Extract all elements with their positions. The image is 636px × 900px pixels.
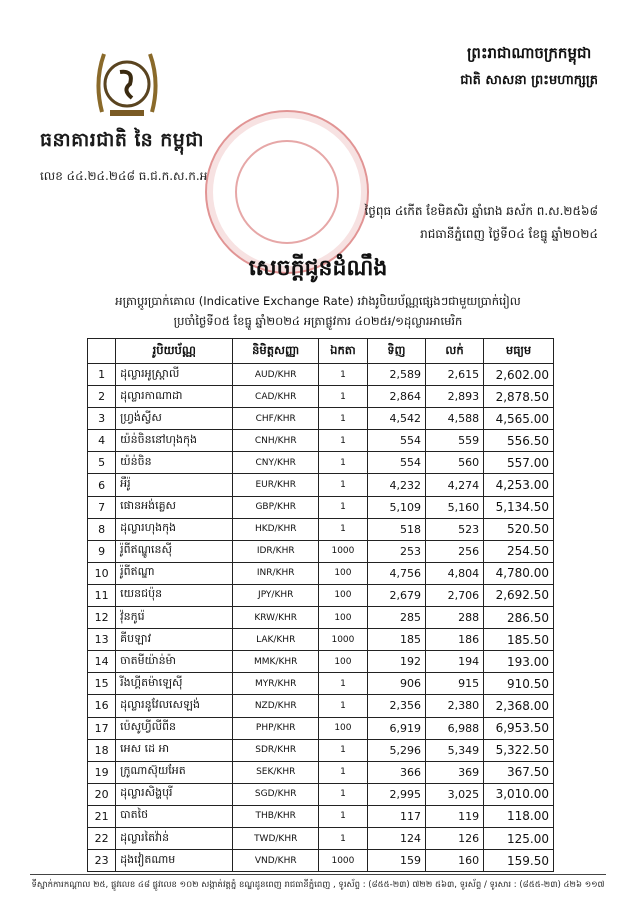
cell-no: 17: [88, 717, 116, 739]
cell-symbol: CHF/KHR: [233, 408, 319, 430]
cell-average: 2,878.50: [484, 386, 554, 408]
cell-symbol: CAD/KHR: [233, 386, 319, 408]
cell-symbol: CNH/KHR: [233, 430, 319, 452]
cell-buy: 185: [367, 629, 425, 651]
cell-sell: 6,988: [425, 717, 483, 739]
cell-sell: 2,706: [425, 584, 483, 606]
table-row: [88, 562, 554, 584]
cell-sell: 560: [425, 452, 483, 474]
cell-no: 18: [88, 739, 116, 761]
reference-number: លេខ ៤៤.២៤.២៤៨ ធ.ជ.ក.ស.ក.អ: [40, 169, 208, 183]
cell-symbol: EUR/KHR: [233, 474, 319, 496]
cell-unit: 1000: [319, 629, 368, 651]
cell-average: 520.50: [484, 518, 554, 540]
cell-sell: 4,804: [425, 562, 483, 584]
kingdom-motto: [460, 44, 598, 91]
cell-buy: 906: [367, 673, 425, 695]
page-title: សេចក្តីជូនដំណឹង: [248, 255, 388, 281]
bank-name: ធនាគារជាតិ នៃ កម្ពុជា: [40, 129, 204, 151]
cell-unit: 100: [319, 717, 368, 739]
cell-unit: 100: [319, 562, 368, 584]
cell-no: 5: [88, 452, 116, 474]
cell-buy: 124: [367, 827, 425, 849]
cell-currency-name: ដុល្លារកាណាដា: [116, 386, 233, 408]
cell-average: 4,565.00: [484, 408, 554, 430]
cell-average: 6,953.50: [484, 717, 554, 739]
cell-unit: 1: [319, 364, 368, 386]
cell-currency-name: ហ្វ្រង់ស្វីស: [116, 408, 233, 430]
cell-no: 21: [88, 805, 116, 827]
cell-currency-name: ដុងវៀតណាម: [116, 850, 233, 872]
cell-buy: 554: [367, 430, 425, 452]
cell-symbol: TWD/KHR: [233, 827, 319, 849]
cell-sell: 3,025: [425, 783, 483, 805]
cell-currency-name: អេស ដេ អា: [116, 739, 233, 761]
table-row: [88, 850, 554, 872]
cell-sell: 119: [425, 805, 483, 827]
cell-unit: 1: [319, 695, 368, 717]
cell-average: 557.00: [484, 452, 554, 474]
cell-unit: 1: [319, 673, 368, 695]
cell-no: 16: [88, 695, 116, 717]
cell-currency-name: យ៉ន់ចិននៅហុងកុង: [116, 430, 233, 452]
table-row: [88, 408, 554, 430]
cell-unit: 1: [319, 761, 368, 783]
cell-unit: 1: [319, 518, 368, 540]
cell-no: 15: [88, 673, 116, 695]
cell-average: 556.50: [484, 430, 554, 452]
cell-average: 254.50: [484, 540, 554, 562]
cell-symbol: JPY/KHR: [233, 584, 319, 606]
cell-sell: 523: [425, 518, 483, 540]
cell-no: 2: [88, 386, 116, 408]
cell-sell: 288: [425, 607, 483, 629]
cell-symbol: CNY/KHR: [233, 452, 319, 474]
cell-buy: 4,756: [367, 562, 425, 584]
table-row: [88, 452, 554, 474]
header-unit: ឯកតា: [319, 339, 368, 364]
cell-buy: 366: [367, 761, 425, 783]
cell-buy: 554: [367, 452, 425, 474]
cell-currency-name: ប៉េសូហ្វីលីពីន: [116, 717, 233, 739]
cell-buy: 518: [367, 518, 425, 540]
cell-unit: 1: [319, 474, 368, 496]
cell-buy: 5,296: [367, 739, 425, 761]
cell-buy: 6,919: [367, 717, 425, 739]
cell-no: 23: [88, 850, 116, 872]
cell-currency-name: ដុល្លារសិង្ហបុរី: [116, 783, 233, 805]
cell-unit: 100: [319, 607, 368, 629]
table-row: [88, 518, 554, 540]
cell-average: 367.50: [484, 761, 554, 783]
cell-buy: 117: [367, 805, 425, 827]
table-row: [88, 430, 554, 452]
cell-symbol: MMK/KHR: [233, 651, 319, 673]
subtitle-rate-description: អត្រាប្តូរប្រាក់គោល (Indicative Exchange Rate) រវាងរូបិយប័ណ្ណផ្សេងៗជាមួយប្រាក់រៀល: [115, 294, 521, 308]
cell-no: 9: [88, 540, 116, 562]
cell-symbol: GBP/KHR: [233, 496, 319, 518]
header-sell: លក់: [425, 339, 483, 364]
cell-average: 5,134.50: [484, 496, 554, 518]
table-header-row: [88, 339, 554, 364]
cell-currency-name: រីងហ្គីតម៉ាឡេស៊ី: [116, 673, 233, 695]
cell-sell: 559: [425, 430, 483, 452]
cell-currency-name: វ៉ុនកូរ៉េ: [116, 607, 233, 629]
cell-sell: 256: [425, 540, 483, 562]
cell-sell: 4,588: [425, 408, 483, 430]
cell-symbol: MYR/KHR: [233, 673, 319, 695]
cell-currency-name: ដុល្លារហុងកុង: [116, 518, 233, 540]
cell-symbol: VND/KHR: [233, 850, 319, 872]
cell-symbol: SDR/KHR: [233, 739, 319, 761]
cell-no: 10: [88, 562, 116, 584]
cell-buy: 4,232: [367, 474, 425, 496]
cell-buy: 253: [367, 540, 425, 562]
table-row: [88, 827, 554, 849]
cell-sell: 186: [425, 629, 483, 651]
cell-buy: 2,995: [367, 783, 425, 805]
table-row: [88, 695, 554, 717]
cell-unit: 100: [319, 584, 368, 606]
cell-symbol: AUD/KHR: [233, 364, 319, 386]
kingdom-line1: ព្រះរាជាណាចក្រកម្ពុជា: [466, 44, 592, 62]
cell-symbol: LAK/KHR: [233, 629, 319, 651]
cell-symbol: THB/KHR: [233, 805, 319, 827]
cell-no: 4: [88, 430, 116, 452]
kingdom-line2: ជាតិ សាសនា ព្រះមហាក្សត្រ: [460, 73, 598, 88]
table-row: [88, 386, 554, 408]
table-row: [88, 761, 554, 783]
cell-sell: 126: [425, 827, 483, 849]
table-row: [88, 584, 554, 606]
cell-currency-name: យេនជប៉ុន: [116, 584, 233, 606]
date-lunar: ថ្ងៃពុធ ៤កើត ខែមិគសិរ ឆ្នាំរោង ឆស័ក ព.ស.២៥៦៨: [364, 204, 598, 218]
cell-sell: 5,160: [425, 496, 483, 518]
cell-currency-name: ចាតមីយ៉ាន់ម៉ា: [116, 651, 233, 673]
cell-average: 185.50: [484, 629, 554, 651]
cell-buy: 2,864: [367, 386, 425, 408]
cell-currency-name: យ៉ន់ចិន: [116, 452, 233, 474]
cell-average: 5,322.50: [484, 739, 554, 761]
table-body: [88, 364, 554, 872]
table-row: [88, 496, 554, 518]
cell-no: 13: [88, 629, 116, 651]
header-no: [88, 339, 116, 364]
cell-currency-name: រ៉ូពីឥណ្ឌូនេស៊ី: [116, 540, 233, 562]
cell-buy: 285: [367, 607, 425, 629]
exchange-rate-table: [87, 338, 554, 872]
cell-no: 1: [88, 364, 116, 386]
cell-symbol: SEK/KHR: [233, 761, 319, 783]
cell-no: 7: [88, 496, 116, 518]
cell-buy: 159: [367, 850, 425, 872]
cell-buy: 2,589: [367, 364, 425, 386]
cell-symbol: NZD/KHR: [233, 695, 319, 717]
cell-unit: 1: [319, 496, 368, 518]
cell-no: 20: [88, 783, 116, 805]
cell-symbol: SGD/KHR: [233, 783, 319, 805]
header-buy: ទិញ: [367, 339, 425, 364]
cell-currency-name: អឺរ៉ូ: [116, 474, 233, 496]
cell-sell: 4,274: [425, 474, 483, 496]
cell-buy: 4,542: [367, 408, 425, 430]
cell-currency-name: ដុល្លារនូវែលសេឡង់: [116, 695, 233, 717]
table-row: [88, 739, 554, 761]
cell-no: 6: [88, 474, 116, 496]
footer-address: ទីស្នាក់ការកណ្តាល ២៥, ផ្លូវលេខ ៤៨ ផ្លូវលេខ ១០២ សង្កាត់វត្តភ្នំ ខណ្ឌដូនពេញ រាជធានីភ្នំពេញ , ទូរស័ព្ទ : (៨៥៥-២៣) ៧២២ ៥៦៣, ទូរស័ព្ទ / ទូរសារ : (៨៥៥-២៣) ៤២៦ ១១៧: [31, 880, 605, 890]
subtitle-official-rate: ប្រចាំថ្ងៃទី០៥ ខែធ្នូ ឆ្នាំ២០២៤ អត្រាផ្លូវការ ៤០២៥៛/១ដុល្លារអាមេរិក: [173, 314, 463, 328]
cell-currency-name: ដុល្លារតៃវ៉ាន់: [116, 827, 233, 849]
cell-sell: 2,380: [425, 695, 483, 717]
cell-unit: 1: [319, 430, 368, 452]
cell-average: 118.00: [484, 805, 554, 827]
cell-sell: 5,349: [425, 739, 483, 761]
cell-buy: 2,679: [367, 584, 425, 606]
cell-unit: 1: [319, 408, 368, 430]
cell-average: 159.50: [484, 850, 554, 872]
official-seal-icon: [205, 110, 369, 274]
cell-sell: 915: [425, 673, 483, 695]
cell-buy: 192: [367, 651, 425, 673]
cell-buy: 5,109: [367, 496, 425, 518]
table-row: [88, 629, 554, 651]
cell-average: 2,602.00: [484, 364, 554, 386]
table-row: [88, 540, 554, 562]
cell-currency-name: បាតថៃ: [116, 805, 233, 827]
cell-unit: 1000: [319, 850, 368, 872]
table-row: [88, 805, 554, 827]
cell-unit: 1: [319, 452, 368, 474]
table-row: [88, 717, 554, 739]
cell-no: 19: [88, 761, 116, 783]
cell-buy: 2,356: [367, 695, 425, 717]
cell-average: 3,010.00: [484, 783, 554, 805]
cell-no: 14: [88, 651, 116, 673]
cell-symbol: PHP/KHR: [233, 717, 319, 739]
cell-symbol: HKD/KHR: [233, 518, 319, 540]
cell-average: 193.00: [484, 651, 554, 673]
table-row: [88, 364, 554, 386]
cell-sell: 160: [425, 850, 483, 872]
cell-average: 2,368.00: [484, 695, 554, 717]
cell-unit: 1: [319, 805, 368, 827]
cell-average: 910.50: [484, 673, 554, 695]
cell-currency-name: គីបឡាវ: [116, 629, 233, 651]
footer-divider: [30, 874, 606, 875]
cell-average: 4,780.00: [484, 562, 554, 584]
cell-sell: 2,893: [425, 386, 483, 408]
table-row: [88, 783, 554, 805]
cell-unit: 1: [319, 783, 368, 805]
bank-logo-icon: [92, 42, 162, 122]
cell-currency-name: រ៉ូពីឥណ្ឌា: [116, 562, 233, 584]
cell-no: 11: [88, 584, 116, 606]
cell-no: 12: [88, 607, 116, 629]
cell-no: 3: [88, 408, 116, 430]
cell-unit: 1000: [319, 540, 368, 562]
cell-no: 22: [88, 827, 116, 849]
header-average: មធ្យម: [484, 339, 554, 364]
cell-average: 125.00: [484, 827, 554, 849]
table-row: [88, 474, 554, 496]
cell-average: 2,692.50: [484, 584, 554, 606]
cell-symbol: IDR/KHR: [233, 540, 319, 562]
cell-average: 4,253.00: [484, 474, 554, 496]
cell-unit: 1: [319, 739, 368, 761]
header-symbol: និមិត្តសញ្ញា: [233, 339, 319, 364]
cell-unit: 1: [319, 386, 368, 408]
cell-unit: 1: [319, 827, 368, 849]
cell-currency-name: ដុល្លារអូស្ត្រាលី: [116, 364, 233, 386]
cell-currency-name: ក្រូណាស៊ុយអែត: [116, 761, 233, 783]
cell-sell: 194: [425, 651, 483, 673]
cell-sell: 369: [425, 761, 483, 783]
table-row: [88, 607, 554, 629]
cell-average: 286.50: [484, 607, 554, 629]
header-currency: រូបិយប័ណ្ណ: [116, 339, 233, 364]
cell-no: 8: [88, 518, 116, 540]
date-solar: រាជធានីភ្នំពេញ ថ្ងៃទី០៤ ខែធ្នូ ឆ្នាំ២០២៤: [420, 227, 598, 241]
cell-symbol: KRW/KHR: [233, 607, 319, 629]
cell-symbol: INR/KHR: [233, 562, 319, 584]
cell-unit: 100: [319, 651, 368, 673]
cell-currency-name: ផោនអង់គ្លេស: [116, 496, 233, 518]
table-row: [88, 673, 554, 695]
cell-sell: 2,615: [425, 364, 483, 386]
table-row: [88, 651, 554, 673]
